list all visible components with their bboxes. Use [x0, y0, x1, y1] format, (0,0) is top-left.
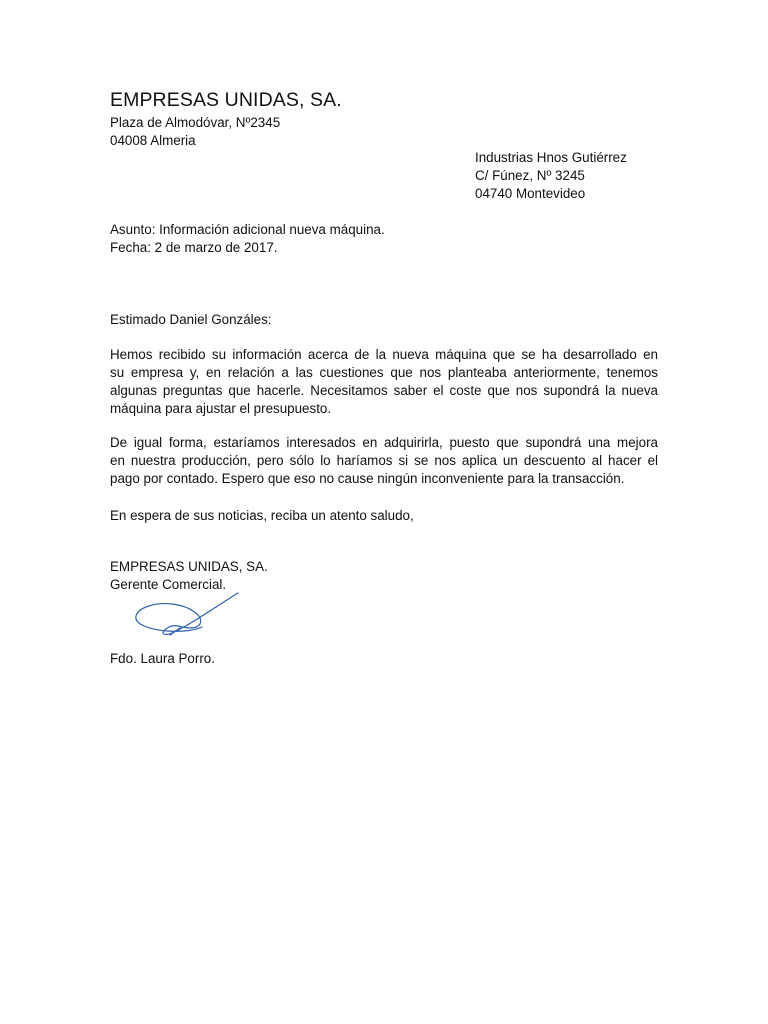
body-paragraph-1 [110, 346, 658, 418]
paragraph-1-line: su empresa y, en relación a las cuestiones que nos planteaba anteriormente, tenemos [110, 365, 658, 380]
paragraph-2-line: De igual forma, estaríamos interesados en adquirirla, puesto que supondrá una mejora [110, 435, 658, 450]
sign-role: Gerente Comercial. [110, 577, 227, 592]
sender-city: 04008 Almeria [110, 133, 196, 148]
paragraph-1-line: Hemos recibido su información acerca de la nueva máquina que se ha desarrollado en [110, 347, 658, 362]
closing-line: En espera de sus noticias, reciba un atento saludo, [110, 508, 414, 523]
date-line: Fecha: 2 de marzo de 2017. [110, 240, 278, 255]
paragraph-2-line: pago por contado. Espero que eso no cause ningún inconveniente para la transacción. [110, 471, 625, 486]
handwritten-signature [130, 590, 245, 640]
signature-stroke [136, 593, 238, 635]
paragraph-2-line: en nuestra producción, pero sólo lo haríamos si se nos aplica un descuento al hacer el [110, 453, 658, 468]
sender-address: Plaza de Almodóvar, Nº2345 [110, 115, 281, 130]
recipient-city: 04740 Montevideo [475, 186, 586, 201]
paragraph-1-line: algunas preguntas que hacerle. Necesitamos saber el coste que nos supondrá la nueva [110, 383, 658, 398]
body-paragraph-2 [110, 434, 658, 488]
recipient-address: C/ Fúnez, Nº 3245 [475, 168, 585, 183]
sender-company: EMPRESAS UNIDAS, SA. [110, 89, 342, 111]
recipient-name: Industrias Hnos Gutiérrez [475, 150, 627, 165]
signed-by: Fdo. Laura Porro. [110, 651, 215, 666]
sign-company: EMPRESAS UNIDAS, SA. [110, 559, 268, 574]
greeting: Estimado Daniel Gonzáles: [110, 312, 272, 327]
subject-line: Asunto: Información adicional nueva máquina. [110, 222, 385, 237]
paragraph-1-line: máquina para ajustar el presupuesto. [110, 401, 332, 416]
